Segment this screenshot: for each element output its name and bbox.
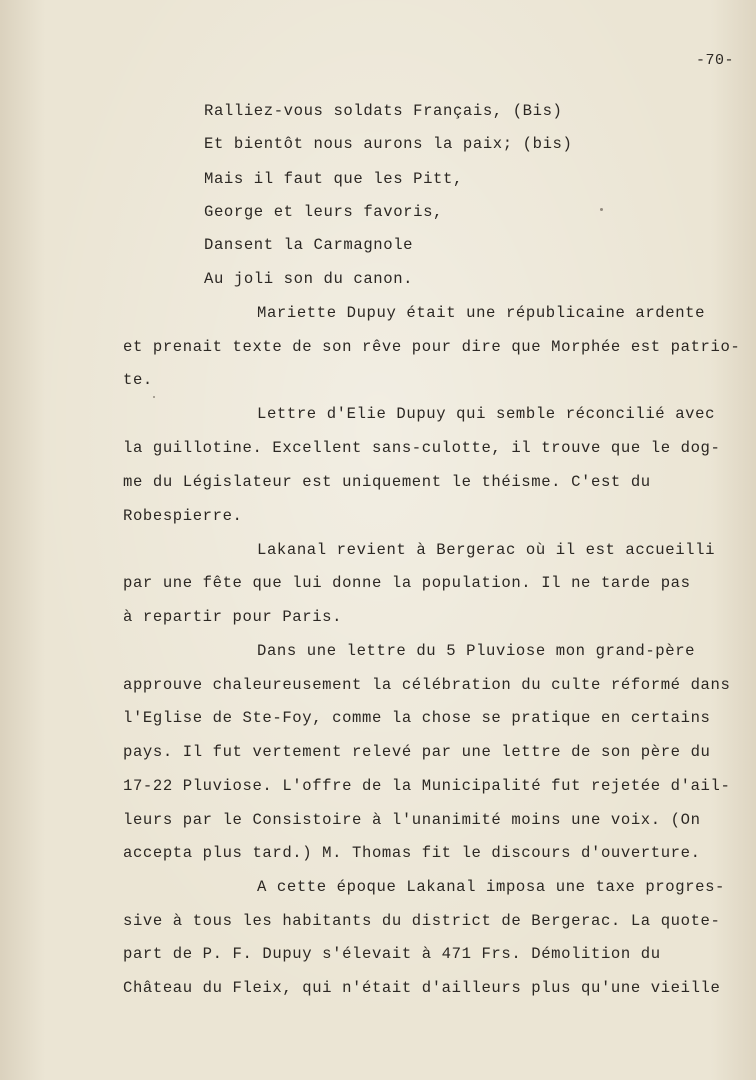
paragraph-line: Mariette Dupuy était une républicaine ardente — [257, 304, 706, 322]
verse-line: Ralliez-vous soldats Français, (Bis) — [204, 102, 563, 120]
paragraph-line: la guillotine. Excellent sans-culotte, il trouve que le dog- — [123, 439, 721, 457]
paragraph-line: Château du Fleix, qui n'était d'ailleurs plus qu'une vieille — [123, 979, 721, 997]
paper-speck — [153, 396, 155, 398]
page-number: -70- — [695, 52, 734, 69]
verse-line: Et bientôt nous aurons la paix; (bis) — [204, 135, 573, 153]
paragraph-line: l'Eglise de Ste-Foy, comme la chose se pratique en certains — [123, 709, 711, 727]
paragraph-line: par une fête que lui donne la population. Il ne tarde pas — [123, 574, 691, 592]
paragraph-line: 17-22 Pluviose. L'offre de la Municipalité fut rejetée d'ail- — [123, 777, 731, 795]
paragraph-line: A cette époque Lakanal imposa une taxe progres- — [257, 878, 726, 896]
verse-line: George et leurs favoris, — [204, 203, 443, 221]
paragraph-line: pays. Il fut vertement relevé par une lettre de son père du — [123, 743, 711, 761]
paragraph-line: Robespierre. — [123, 507, 243, 525]
paragraph-line: et prenait texte de son rêve pour dire que Morphée est patrio- — [123, 338, 741, 356]
paragraph-line: me du Législateur est uniquement le théisme. C'est du — [123, 473, 651, 491]
paragraph-line: part de P. F. Dupuy s'élevait à 471 Frs. Démolition du — [123, 945, 661, 963]
paragraph-line: Lettre d'Elie Dupuy qui semble réconcilié avec — [257, 405, 716, 423]
paragraph-line: accepta plus tard.) M. Thomas fit le discours d'ouverture. — [123, 844, 701, 862]
verse-line: Au joli son du canon. — [204, 270, 414, 288]
paragraph-line: à repartir pour Paris. — [123, 608, 343, 626]
verse-line: Dansent la Carmagnole — [204, 236, 414, 254]
verse-line: Mais il faut que les Pitt, — [204, 170, 463, 188]
paragraph-line: sive à tous les habitants du district de Bergerac. La quote- — [123, 912, 721, 930]
paragraph-line: leurs par le Consistoire à l'unanimité moins une voix. (On — [123, 811, 701, 829]
paper-speck — [600, 208, 603, 211]
paragraph-line: te. — [123, 371, 153, 389]
paragraph-line: Lakanal revient à Bergerac où il est accueilli — [257, 541, 716, 559]
paragraph-line: Dans une lettre du 5 Pluviose mon grand-père — [257, 642, 696, 660]
paragraph-line: approuve chaleureusement la célébration du culte réformé dans — [123, 676, 731, 694]
